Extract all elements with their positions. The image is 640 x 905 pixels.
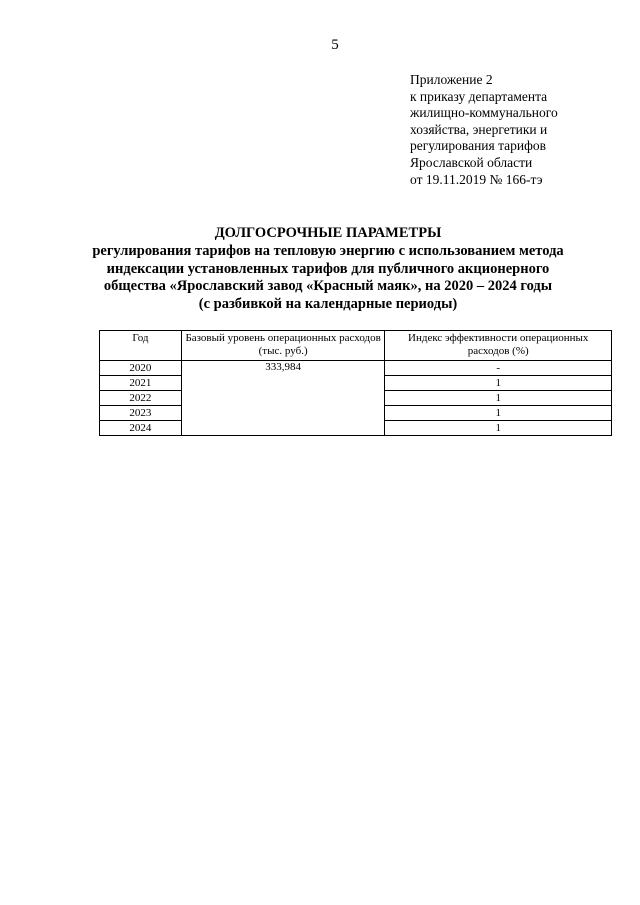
title-line: индексации установленных тарифов для публичного акционерного [106,260,550,277]
title-line: общества «Ярославский завод «Красный маяк», на 2020 – 2024 годы [103,278,553,295]
annex-line: жилищно-коммунального [410,105,558,121]
header-year: Год [100,331,182,361]
document-title [90,225,566,314]
title-heading: ДОЛГОСРОЧНЫЕ ПАРАМЕТРЫ [214,225,442,241]
cell-year: 2024 [100,421,182,436]
header-efficiency-index: Индекс эффективности операционных расходов (%) [385,331,612,361]
cell-index: 1 [385,421,612,436]
annex-line: хозяйства, энергетики и [410,121,548,137]
cell-year: 2022 [100,391,182,406]
cell-index: 1 [385,391,612,406]
page-number: 5 [331,37,339,53]
annex-line: от 19.11.2019 № 166-тэ [410,171,543,187]
cell-index: - [385,361,612,376]
cell-index: 1 [385,406,612,421]
annex-line: Ярославской области [410,154,533,170]
annex-line: Приложение 2 [410,72,493,87]
table-header-row [100,331,612,361]
annex-line: к приказу департамента [410,88,548,104]
annex-block [410,72,630,188]
cell-year: 2020 [100,361,182,376]
title-line: (с разбивкой на календарные периоды) [198,296,458,313]
cell-year: 2021 [100,376,182,391]
cell-index: 1 [385,376,612,391]
title-line: регулирования тарифов на тепловую энергию с использованием метода [92,242,564,259]
parameters-table [99,330,612,436]
annex-line: регулирования тарифов [410,138,547,154]
header-base-level: Базовый уровень операционных расходов (тыс. руб.) [181,331,385,361]
cell-base-level: 333,984 [181,361,385,436]
table-row [100,361,612,376]
cell-year: 2023 [100,406,182,421]
